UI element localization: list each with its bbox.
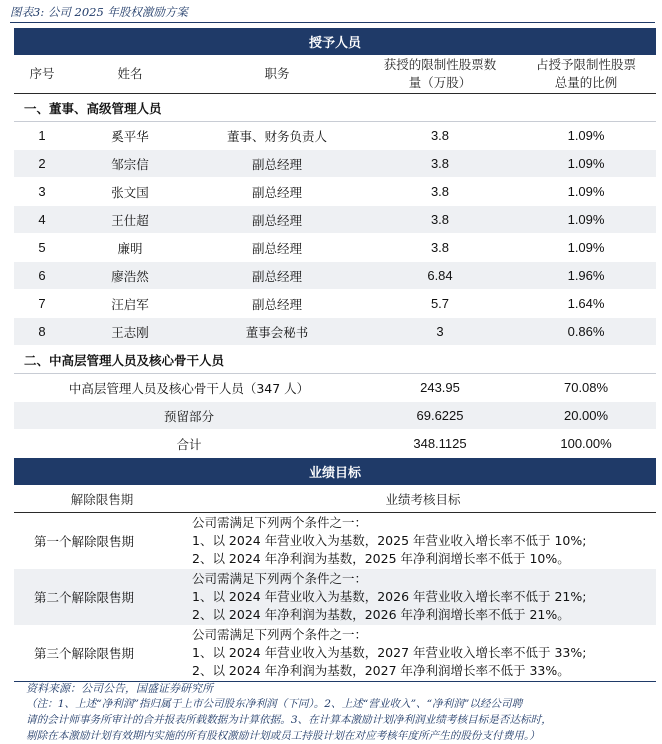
summary-ratio: 20.00% <box>516 402 656 430</box>
source-note: 资料来源：公司公告，国盛证券研究所 <box>26 682 213 695</box>
row-position: 副总经理 <box>190 178 364 206</box>
header-shares <box>364 55 516 94</box>
header-ratio-line1: 占授予限制性股票 <box>536 57 637 72</box>
goal-cell <box>14 625 656 682</box>
row-no: 3 <box>14 178 70 206</box>
goal-line: 1、以 2024 年营业收入为基数，2026 年营业收入增长率不低于 21%; <box>192 589 587 604</box>
section-core-staff-label: 二、中高层管理人员及核心骨干人员 <box>14 346 656 374</box>
row-ratio: 1.96% <box>516 262 656 290</box>
row-name: 王志刚 <box>70 318 190 346</box>
summary-shares: 243.95 <box>364 374 516 402</box>
row-position: 副总经理 <box>190 262 364 290</box>
goal-header-row <box>14 485 656 513</box>
table-row <box>14 262 656 290</box>
header-period: 解除限售期 <box>14 485 190 513</box>
row-ratio: 1.09% <box>516 234 656 262</box>
row-name: 奚平华 <box>70 122 190 150</box>
footnote <box>26 696 656 744</box>
total-label: 合计 <box>14 430 364 458</box>
row-no: 2 <box>14 150 70 178</box>
goal-line: 公司需满足下列两个条件之一： <box>192 627 368 642</box>
summary-label: 预留部分 <box>14 402 364 430</box>
goal-period: 第一个解除限售期 <box>34 534 135 549</box>
header-no: 序号 <box>14 55 70 94</box>
row-position: 副总经理 <box>190 290 364 318</box>
goal-line: 公司需满足下列两个条件之一： <box>192 515 368 530</box>
goal-line: 2、以 2024 年净利润为基数，2025 年净利润增长率不低于 10%。 <box>192 551 570 566</box>
section-directors-label: 一、董事、高级管理人员 <box>14 94 656 122</box>
row-name: 张文国 <box>70 178 190 206</box>
row-position: 董事会秘书 <box>190 318 364 346</box>
row-shares: 3.8 <box>364 122 516 150</box>
incentive-plan-table <box>14 28 656 682</box>
total-row <box>14 430 656 458</box>
goal-cell <box>14 513 656 570</box>
grant-header-row <box>14 55 656 94</box>
goal-band-label: 业绩目标 <box>14 458 656 486</box>
row-ratio: 0.86% <box>516 318 656 346</box>
total-shares: 348.1125 <box>364 430 516 458</box>
row-shares: 3.8 <box>364 234 516 262</box>
row-name: 王仕超 <box>70 206 190 234</box>
goal-row <box>14 513 656 570</box>
table-row <box>14 178 656 206</box>
table-row <box>14 290 656 318</box>
footnote-line: （注：1、上述“净利润”指归属于上市公司股东净利润（下同）。2、上述“营业收入”、“净利润”以经公司聘 <box>26 698 523 710</box>
row-no: 4 <box>14 206 70 234</box>
total-ratio: 100.00% <box>516 430 656 458</box>
summary-ratio: 70.08% <box>516 374 656 402</box>
grant-band-label: 授予人员 <box>14 28 656 55</box>
row-no: 6 <box>14 262 70 290</box>
row-name: 廖浩然 <box>70 262 190 290</box>
summary-row <box>14 374 656 402</box>
row-ratio: 1.09% <box>516 206 656 234</box>
row-position: 董事、财务负责人 <box>190 122 364 150</box>
row-position: 副总经理 <box>190 234 364 262</box>
header-target: 业绩考核目标 <box>190 485 656 513</box>
row-position: 副总经理 <box>190 206 364 234</box>
row-shares: 3.8 <box>364 150 516 178</box>
goal-line: 1、以 2024 年营业收入为基数，2027 年营业收入增长率不低于 33%; <box>192 645 587 660</box>
row-ratio: 1.09% <box>516 150 656 178</box>
goal-line: 公司需满足下列两个条件之一： <box>192 571 368 586</box>
table-row <box>14 206 656 234</box>
row-name: 汪启军 <box>70 290 190 318</box>
summary-label: 中高层管理人员及核心骨干人员（347 人） <box>14 374 364 402</box>
table-row <box>14 122 656 150</box>
summary-shares: 69.6225 <box>364 402 516 430</box>
goal-line: 2、以 2024 年净利润为基数，2027 年净利润增长率不低于 33%。 <box>192 663 570 678</box>
goal-period: 第二个解除限售期 <box>34 590 135 605</box>
header-position: 职务 <box>190 55 364 94</box>
section-core-staff <box>14 346 656 374</box>
summary-row <box>14 402 656 430</box>
row-no: 5 <box>14 234 70 262</box>
footnote-line: 请的会计师事务所审计的合并报表所载数据为计算依据。3、在计算本激励计划净利润业绩考核目标是否达标时， <box>26 714 552 726</box>
row-name: 邹宗信 <box>70 150 190 178</box>
goal-line: 1、以 2024 年营业收入为基数，2025 年营业收入增长率不低于 10%; <box>192 533 587 548</box>
row-no: 7 <box>14 290 70 318</box>
title-rule <box>10 22 655 23</box>
table-row <box>14 234 656 262</box>
row-shares: 3 <box>364 318 516 346</box>
header-shares-line1: 获授的限制性股票数 <box>383 57 497 72</box>
goal-row <box>14 625 656 682</box>
goal-line: 2、以 2024 年净利润为基数，2026 年净利润增长率不低于 21%。 <box>192 607 570 622</box>
figure-title: 图表3: 公司 2025 年股权激励方案 <box>10 5 188 19</box>
header-name: 姓名 <box>70 55 190 94</box>
goal-cell <box>14 569 656 625</box>
table-row <box>14 150 656 178</box>
row-shares: 3.8 <box>364 178 516 206</box>
goal-period: 第三个解除限售期 <box>34 646 135 661</box>
header-ratio-line2: 总量的比例 <box>554 75 618 90</box>
grant-band <box>14 28 656 55</box>
row-shares: 6.84 <box>364 262 516 290</box>
header-shares-line2: 量（万股） <box>408 75 472 90</box>
section-directors <box>14 94 656 122</box>
row-position: 副总经理 <box>190 150 364 178</box>
row-ratio: 1.09% <box>516 178 656 206</box>
row-name: 廉明 <box>70 234 190 262</box>
row-ratio: 1.64% <box>516 290 656 318</box>
goal-band <box>14 458 656 486</box>
row-shares: 3.8 <box>364 206 516 234</box>
row-no: 1 <box>14 122 70 150</box>
header-ratio <box>516 55 656 94</box>
row-shares: 5.7 <box>364 290 516 318</box>
row-ratio: 1.09% <box>516 122 656 150</box>
row-no: 8 <box>14 318 70 346</box>
table-row <box>14 318 656 346</box>
footnote-line: 剔除在本激励计划有效期内实施的所有股权激励计划或员工持股计划在对应考核年度所产生的股份支付费用。） <box>26 730 540 742</box>
goal-row <box>14 569 656 625</box>
